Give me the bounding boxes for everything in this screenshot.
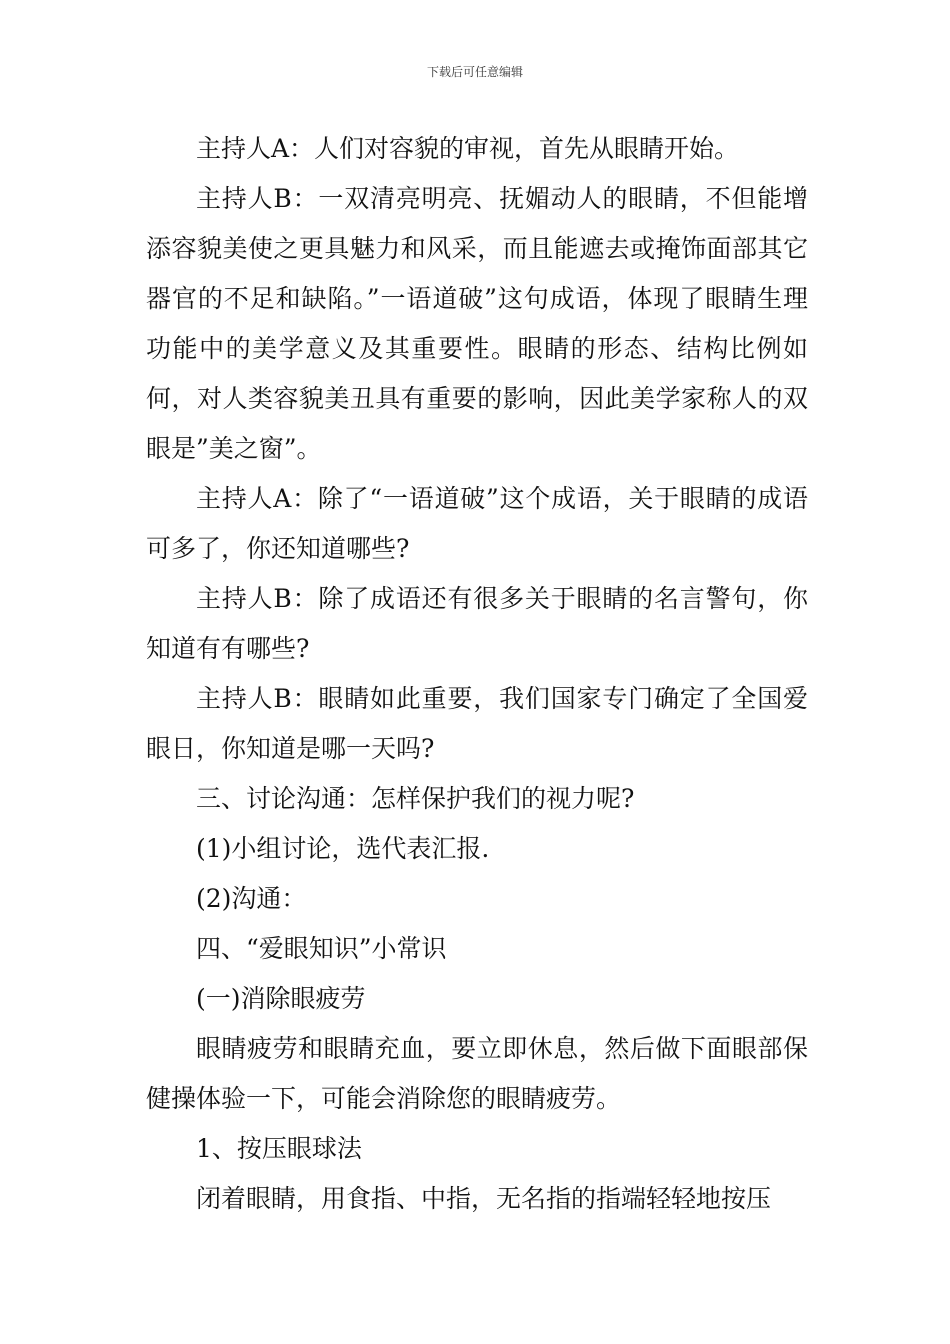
section-heading: 四、“爱眼知识”小常识 bbox=[196, 934, 447, 963]
document-body bbox=[146, 124, 808, 1224]
paragraph: 主持人B：除了成语还有很多关于眼睛的名言警句，你知道有有哪些? bbox=[146, 584, 808, 663]
page-header-note: 下载后可任意编辑 bbox=[426, 65, 523, 79]
subsection-heading: 1、按压眼球法 bbox=[196, 1134, 362, 1163]
section-heading: 三、讨论沟通：怎样保护我们的视力呢? bbox=[196, 784, 635, 813]
list-item: (1)小组讨论，选代表汇报. bbox=[196, 834, 490, 863]
paragraph: 主持人B：眼睛如此重要，我们国家专门确定了全国爱眼日，你知道是哪一天吗? bbox=[146, 684, 808, 763]
paragraph: 主持人B：一双清亮明亮、抚媚动人的眼睛，不但能增添容貌美使之更具魅力和风采，而且能遮去或掩饰面部其它器官的不足和缺陷。”一语道破”这句成语，体现了眼睛生理功能中的美学意义及其重要性。眼睛的形态、结构比例如何，对人类容貌美丑具有重要的影响，因此美学家称人的双眼是”美之窗”。 bbox=[146, 184, 808, 463]
subsection-heading: (一)消除眼疲劳 bbox=[196, 984, 366, 1013]
list-item: (2)沟通： bbox=[196, 884, 307, 913]
paragraph: 闭着眼睛，用食指、中指，无名指的指端轻轻地按压 bbox=[196, 1184, 772, 1213]
paragraph: 主持人A：人们对容貌的审视，首先从眼睛开始。 bbox=[196, 134, 740, 163]
paragraph: 眼睛疲劳和眼睛充血，要立即休息，然后做下面眼部保健操体验一下，可能会消除您的眼睛疲劳。 bbox=[146, 1034, 808, 1113]
paragraph: 主持人A：除了“一语道破”这个成语，关于眼睛的成语可多了，你还知道哪些? bbox=[146, 484, 808, 563]
